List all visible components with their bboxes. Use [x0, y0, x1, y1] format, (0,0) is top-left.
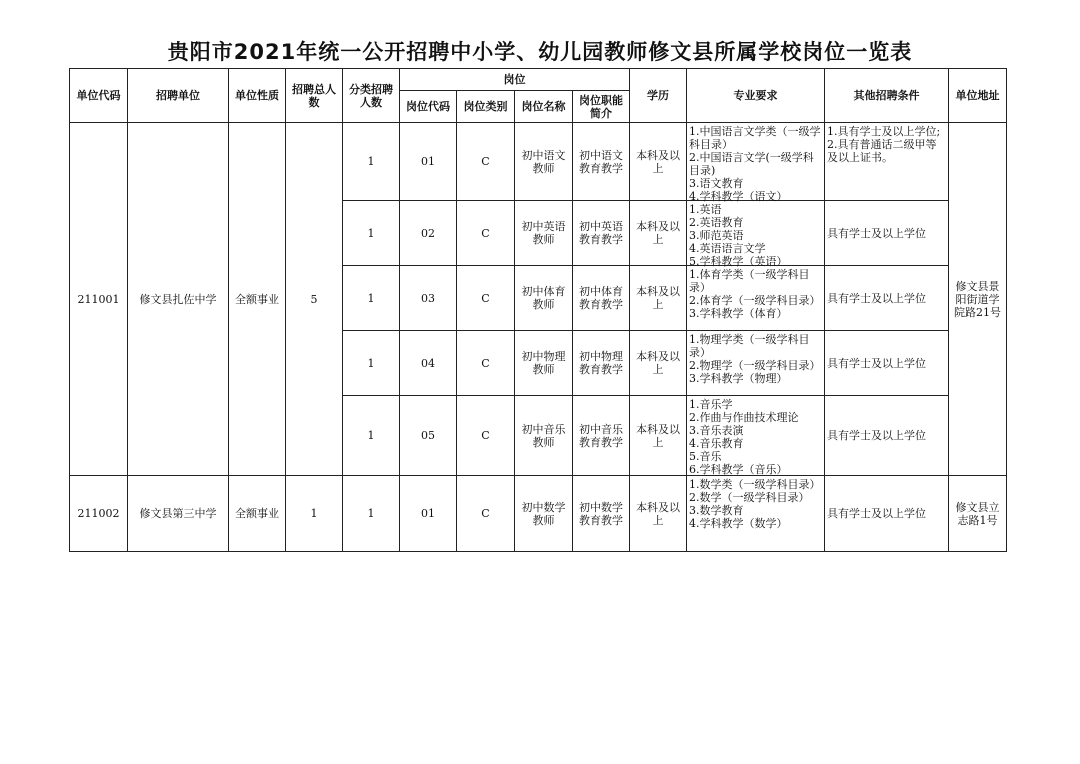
pos-category: C: [457, 331, 515, 396]
major-line: 5.音乐: [689, 450, 722, 463]
major-line: 3.数学教育: [689, 504, 744, 517]
education: 本科及以上: [630, 123, 687, 201]
education: 本科及以上: [630, 476, 687, 552]
header-position: 岗位: [400, 69, 630, 91]
class-count: 1: [343, 396, 400, 476]
pos-name: 初中数学教师: [515, 476, 573, 552]
unit-name: 修文县第三中学: [128, 476, 229, 552]
other-cell: [825, 123, 949, 201]
pos-code: 05: [400, 396, 457, 476]
major-line: 1.英语: [689, 203, 722, 216]
pos-name: 初中音乐教师: [515, 396, 573, 476]
other-cell: 具有学士及以上学位: [825, 476, 949, 552]
other-cell: 具有学士及以上学位: [825, 396, 949, 476]
major-line: 4.音乐教育: [689, 437, 744, 450]
major-line: 1.体育学类（一级学科目录）: [689, 268, 810, 294]
other-cell: 具有学士及以上学位: [825, 331, 949, 396]
major-line: 3.学科教学（体育）: [689, 307, 788, 320]
education: 本科及以上: [630, 201, 687, 266]
education: 本科及以上: [630, 266, 687, 331]
major-line: 3.学科教学（物理）: [689, 372, 788, 385]
pos-code: 04: [400, 331, 457, 396]
pos-category: C: [457, 396, 515, 476]
header-other: 其他招聘条件: [825, 69, 949, 123]
major-line: 4.学科教学（语文）: [689, 190, 788, 203]
pos-category: C: [457, 201, 515, 266]
major-line: 3.音乐表演: [689, 424, 744, 437]
major-line: 5.学科教学（英语）: [689, 255, 788, 268]
header-major: 专业要求: [687, 69, 825, 123]
pos-category: C: [457, 266, 515, 331]
major-line: 2.物理学（一级学科目录）: [689, 359, 821, 372]
pos-code: 01: [400, 476, 457, 552]
major-cell: [687, 123, 825, 201]
pos-code: 03: [400, 266, 457, 331]
pos-desc: 初中体育教育教学: [573, 266, 630, 331]
unit-address: 修文县立志路1号: [949, 476, 1007, 552]
major-line: 3.师范英语: [689, 229, 744, 242]
other-cell: 具有学士及以上学位: [825, 201, 949, 266]
major-line: 4.学科教学（数学）: [689, 517, 788, 530]
class-count: 1: [343, 201, 400, 266]
pos-name: 初中语文教师: [515, 123, 573, 201]
major-line: 1.中国语言文学类（一级学科目录）: [689, 125, 821, 151]
unit-code: 211002: [70, 476, 128, 552]
major-line: 3.语文教育: [689, 177, 744, 190]
header-pos-category: 岗位类别: [457, 91, 515, 123]
pos-desc: 初中音乐教育教学: [573, 396, 630, 476]
major-cell: [687, 396, 825, 476]
major-line: 2.数学（一级学科目录）: [689, 491, 810, 504]
page-title: 贵阳市2021年统一公开招聘中小学、幼儿园教师修文县所属学校岗位一览表: [167, 40, 913, 64]
pos-category: C: [457, 123, 515, 201]
pos-category: C: [457, 476, 515, 552]
class-count: 1: [343, 266, 400, 331]
major-line: 2.中国语言文学(一级学科目录): [689, 151, 814, 177]
major-line: 2.作曲与作曲技术理论: [689, 411, 799, 424]
unit-type: 全额事业: [229, 476, 286, 552]
pos-code: 01: [400, 123, 457, 201]
table-row: [70, 123, 1007, 201]
header-education: 学历: [630, 69, 687, 123]
pos-name: 初中体育教师: [515, 266, 573, 331]
header-class-count: 分类招聘人数: [343, 69, 400, 123]
unit-address: 修文县景阳街道学院路21号: [949, 123, 1007, 476]
header-total: 招聘总人数: [286, 69, 343, 123]
class-count: 1: [343, 476, 400, 552]
major-cell: [687, 331, 825, 396]
pos-desc: 初中数学教育教学: [573, 476, 630, 552]
pos-desc: 初中英语教育教学: [573, 201, 630, 266]
pos-desc: 初中物理教育教学: [573, 331, 630, 396]
class-count: 1: [343, 123, 400, 201]
unit-total: 5: [286, 123, 343, 476]
major-cell: [687, 266, 825, 331]
major-cell: [687, 476, 825, 552]
unit-total: 1: [286, 476, 343, 552]
header-address: 单位地址: [949, 69, 1007, 123]
header-unit-code: 单位代码: [70, 69, 128, 123]
unit-name: 修文县扎佐中学: [128, 123, 229, 476]
cond-line: 1.具有学士及以上学位;: [827, 125, 941, 138]
major-line: 2.体育学（一级学科目录）: [689, 294, 821, 307]
pos-name: 初中物理教师: [515, 331, 573, 396]
unit-code: 211001: [70, 123, 128, 476]
education: 本科及以上: [630, 396, 687, 476]
cond-line: 2.具有普通话二级甲等及以上证书。: [827, 138, 937, 164]
pos-code: 02: [400, 201, 457, 266]
education: 本科及以上: [630, 331, 687, 396]
major-line: 6.学科教学（音乐）: [689, 463, 788, 476]
header-unit-name: 招聘单位: [128, 69, 229, 123]
header-pos-desc: 岗位职能简介: [573, 91, 630, 123]
pos-desc: 初中语文教育教学: [573, 123, 630, 201]
header-pos-code: 岗位代码: [400, 91, 457, 123]
major-cell: [687, 201, 825, 266]
major-line: 2.英语教育: [689, 216, 744, 229]
major-line: 1.物理学类（一级学科目录）: [689, 333, 810, 359]
header-pos-name: 岗位名称: [515, 91, 573, 123]
pos-name: 初中英语教师: [515, 201, 573, 266]
major-line: 1.音乐学: [689, 398, 733, 411]
unit-type: 全额事业: [229, 123, 286, 476]
class-count: 1: [343, 331, 400, 396]
header-unit-type: 单位性质: [229, 69, 286, 123]
other-cell: 具有学士及以上学位: [825, 266, 949, 331]
major-line: 1.数学类（一级学科目录）: [689, 478, 821, 491]
positions-table: [69, 68, 1007, 552]
table-row: [70, 476, 1007, 552]
major-line: 4.英语语言文学: [689, 242, 766, 255]
